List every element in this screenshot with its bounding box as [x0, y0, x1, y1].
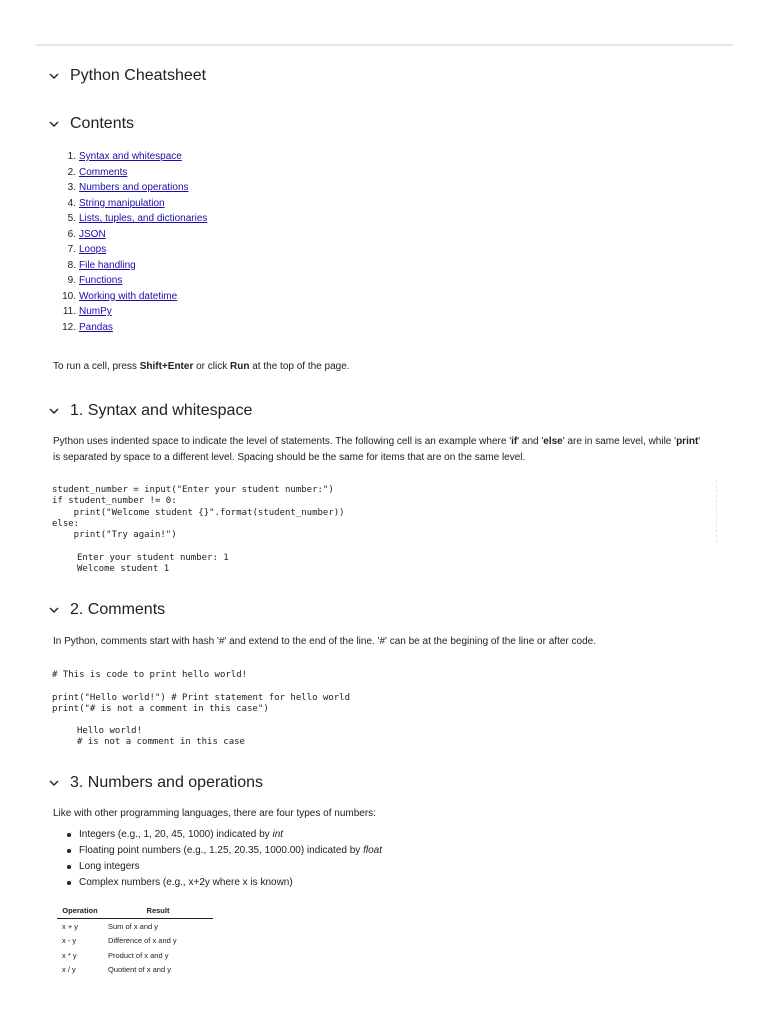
- table-cell: x / y: [62, 965, 76, 975]
- collapse-chevron-icon[interactable]: [48, 119, 60, 129]
- section-heading-comments: 2. Comments: [70, 601, 166, 618]
- page-title: Python Cheatsheet: [70, 67, 207, 84]
- comments-paragraph: In Python, comments start with hash '#' and extend to the end of the line. '#' can be at the begining of the line or after code.: [53, 636, 596, 647]
- section-heading-syntax: 1. Syntax and whitespace: [70, 402, 253, 419]
- table-cell: Quotient of x and y: [108, 965, 171, 975]
- table-row: [57, 948, 213, 963]
- table-cell: x + y: [62, 921, 79, 931]
- list-item: Complex numbers (e.g., x+2y where x is known): [66, 875, 382, 891]
- collapse-chevron-icon[interactable]: [48, 71, 60, 81]
- toc-link-lists[interactable]: Lists, tuples, and dictionaries: [79, 213, 208, 224]
- toc-item: 12. Pandas: [62, 321, 113, 333]
- table-cell: x * y: [62, 950, 77, 960]
- toc-item: 3. Numbers and operations: [67, 182, 189, 193]
- cell-output: Enter your student number: 1 Welcome student 1: [77, 553, 229, 575]
- toc-link-pandas[interactable]: Pandas: [79, 321, 113, 333]
- list-item: Floating point numbers (e.g., 1.25, 20.35, 1000.00) indicated by float: [66, 843, 382, 859]
- table-cell: Sum of x and y: [108, 921, 159, 931]
- list-item: Long integers: [66, 859, 382, 875]
- number-types-list: [66, 827, 382, 891]
- table-row: [57, 963, 213, 978]
- scroll-indicator: [716, 480, 727, 542]
- intro-paragraph: To run a cell, press Shift+Enter or click Run at the top of the page.: [53, 361, 350, 372]
- numbers-paragraph: Like with other programming languages, there are four types of numbers:: [53, 808, 376, 819]
- toc-link-datetime[interactable]: Working with datetime: [79, 290, 178, 302]
- column-header: Operation: [57, 903, 103, 919]
- top-divider: [36, 44, 733, 46]
- toc-link-numpy[interactable]: NumPy: [79, 306, 112, 317]
- toc-link-json[interactable]: JSON: [79, 228, 106, 240]
- toc-item: 9. Functions: [67, 275, 123, 286]
- operations-table: [57, 903, 213, 977]
- collapse-chevron-icon[interactable]: [48, 406, 60, 416]
- toc-link-syntax[interactable]: Syntax and whitespace: [79, 151, 182, 162]
- toc-item: 4. String manipulation: [67, 197, 165, 209]
- toc-link-functions[interactable]: Functions: [79, 275, 123, 286]
- list-item: Integers (e.g., 1, 20, 45, 1000) indicated by int: [66, 827, 382, 843]
- toc-link-numbers[interactable]: Numbers and operations: [79, 182, 189, 193]
- collapse-chevron-icon[interactable]: [48, 605, 60, 615]
- toc-item: 8. File handling: [67, 259, 136, 271]
- toc-item: 7. Loops: [67, 244, 107, 255]
- code-cell[interactable]: student_number = input("Enter your student number:") if student_number != 0: print("Welcome student {}".format(student_number)) else: print("Try again!"): [52, 485, 345, 541]
- table-cell: Difference of x and y: [108, 936, 177, 946]
- toc-item: 6. JSON: [67, 228, 106, 240]
- syntax-paragraph: Python uses indented space to indicate the level of statements. The following cell is an example where 'if' and 'else' are in same level, while 'print' is separated by space to a different level. Spacing should be the same for items that are on the same level.: [53, 436, 701, 463]
- table-cell: x - y: [62, 936, 77, 946]
- contents-heading: Contents: [70, 115, 135, 132]
- toc-item: 2. Comments: [67, 166, 128, 178]
- table-row: [57, 934, 213, 949]
- toc-link-strings[interactable]: String manipulation: [79, 197, 165, 209]
- table-cell: Product of x and y: [108, 950, 169, 960]
- cell-output: Hello world! # is not a comment in this case: [77, 726, 245, 748]
- toc-item: 10. Working with datetime: [62, 290, 178, 302]
- column-header: Result: [103, 903, 213, 919]
- collapse-chevron-icon[interactable]: [48, 778, 60, 788]
- toc-link-loops[interactable]: Loops: [79, 244, 107, 255]
- table-row: [57, 919, 213, 934]
- toc-item: 11. NumPy: [62, 306, 112, 317]
- toc-link-comments[interactable]: Comments: [79, 166, 128, 178]
- toc-link-file-handling[interactable]: File handling: [79, 259, 136, 271]
- code-cell[interactable]: # This is code to print hello world! print("Hello world!") # Print statement for hello world print("# is not a comment in this case"): [52, 670, 351, 714]
- table-of-contents: [52, 149, 207, 335]
- toc-item: 1. Syntax and whitespace: [67, 151, 182, 162]
- toc-item: 5. Lists, tuples, and dictionaries: [67, 213, 208, 224]
- section-heading-numbers: 3. Numbers and operations: [70, 774, 263, 791]
- table-header-row: [57, 903, 213, 919]
